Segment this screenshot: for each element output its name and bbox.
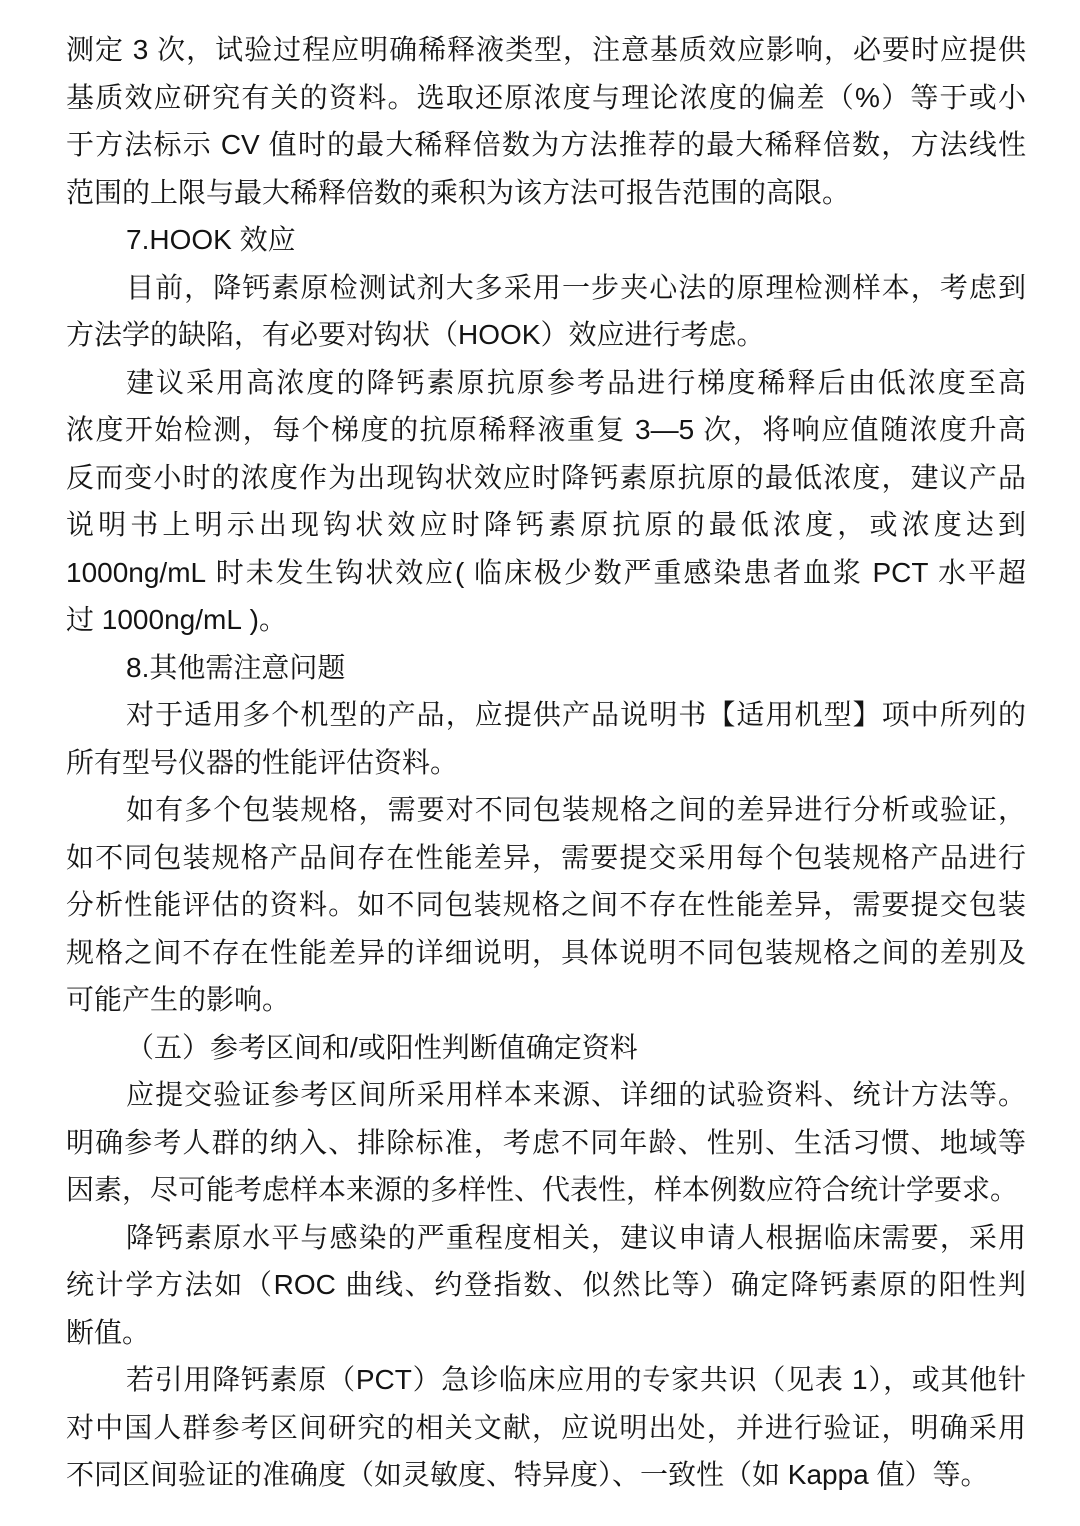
paragraph <box>66 1024 1026 1072</box>
paragraph <box>66 691 1026 786</box>
text-line: 应提交验证参考区间所采用样本来源、详细的试验资料、统计方法等。 <box>126 1079 1026 1110</box>
paragraph <box>66 1214 1026 1357</box>
text-line: 过 1000ng/mL )。 <box>66 604 287 635</box>
text-line: （五）参考区间和/或阳性判断值确定资料 <box>126 1031 638 1063</box>
text-line: 于方法标示 CV 值时的最大稀释倍数为方法推荐的最大稀释倍数，方法线性 <box>66 129 1026 160</box>
paragraph <box>66 1071 1026 1214</box>
text-line: 反而变小时的浓度作为出现钩状效应时降钙素原抗原的最低浓度，建议产品 <box>66 461 1026 493</box>
text-line: 可能产生的影响。 <box>66 984 291 1015</box>
text-line: 降钙素原水平与感染的严重程度相关，建议申请人根据临床需要，采用 <box>126 1221 1026 1253</box>
text-line: 1000ng/mL 时未发生钩状效应( 临床极少数严重感染患者血浆 PCT 水平超 <box>66 556 1026 588</box>
text-line: 测定 3 次，试验过程应明确稀释液类型，注意基质效应影响，必要时应提供 <box>66 34 1026 65</box>
text-line: 规格之间不存在性能差异的详细说明，具体说明不同包装规格之间的差别及 <box>66 936 1026 968</box>
text-line: 如不同包装规格产品间存在性能差异，需要提交采用每个包装规格产品进行 <box>66 841 1026 873</box>
text-line: 浓度开始检测，每个梯度的抗原稀释液重复 3—5 次，将响应值随浓度升高 <box>66 414 1026 445</box>
paragraph <box>66 26 1026 216</box>
text-line: 范围的上限与最大稀释倍数的乘积为该方法可报告范围的高限。 <box>66 176 851 208</box>
text-line: 如有多个包装规格，需要对不同包装规格之间的差异进行分析或验证， <box>126 794 1026 825</box>
text-line: 所有型号仪器的性能评估资料。 <box>66 746 459 778</box>
text-line: 对于适用多个机型的产品，应提供产品说明书【适用机型】项中所列的 <box>126 699 1026 730</box>
paragraph <box>66 786 1026 1024</box>
text-line: 目前，降钙素原检测试剂大多采用一步夹心法的原理检测样本，考虑到 <box>126 271 1026 303</box>
text-line: 对中国人群参考区间研究的相关文献，应说明出处，并进行验证，明确采用 <box>66 1411 1026 1443</box>
paragraph <box>66 359 1026 644</box>
text-line: 8.其他需注意问题 <box>126 651 346 683</box>
paragraph <box>66 264 1026 359</box>
text-line: 不同区间验证的准确度（如灵敏度、特异度）、一致性（如 Kappa 值）等。 <box>66 1459 989 1490</box>
paragraph <box>66 1356 1026 1499</box>
text-line: 7.HOOK 效应 <box>126 224 296 255</box>
paragraph <box>66 216 1026 264</box>
text-line: 因素，尽可能考虑样本来源的多样性、代表性，样本例数应符合统计学要求。 <box>66 1174 1019 1205</box>
text-line: 若引用降钙素原（PCT）急诊临床应用的专家共识（见表 1），或其他针 <box>126 1364 1026 1395</box>
text-line: 基质效应研究有关的资料。选取还原浓度与理论浓度的偏差（%）等于或小 <box>66 81 1026 113</box>
text-line: 方法学的缺陷，有必要对钩状（HOOK）效应进行考虑。 <box>66 319 765 350</box>
text-line: 明确参考人群的纳入、排除标准，考虑不同年龄、性别、生活习惯、地域等 <box>66 1126 1026 1158</box>
paragraph <box>66 644 1026 692</box>
text-line: 统计学方法如（ROC 曲线、约登指数、似然比等）确定降钙素原的阳性判 <box>66 1269 1026 1300</box>
text-line: 建议采用高浓度的降钙素原抗原参考品进行梯度稀释后由低浓度至高 <box>126 366 1026 398</box>
document-body <box>66 26 1026 1499</box>
text-line: 分析性能评估的资料。如不同包装规格之间不存在性能差异，需要提交包装 <box>66 889 1026 920</box>
text-line: 断值。 <box>66 1316 151 1348</box>
text-line: 说明书上明示出现钩状效应时降钙素原抗原的最低浓度，或浓度达到 <box>66 509 1026 540</box>
